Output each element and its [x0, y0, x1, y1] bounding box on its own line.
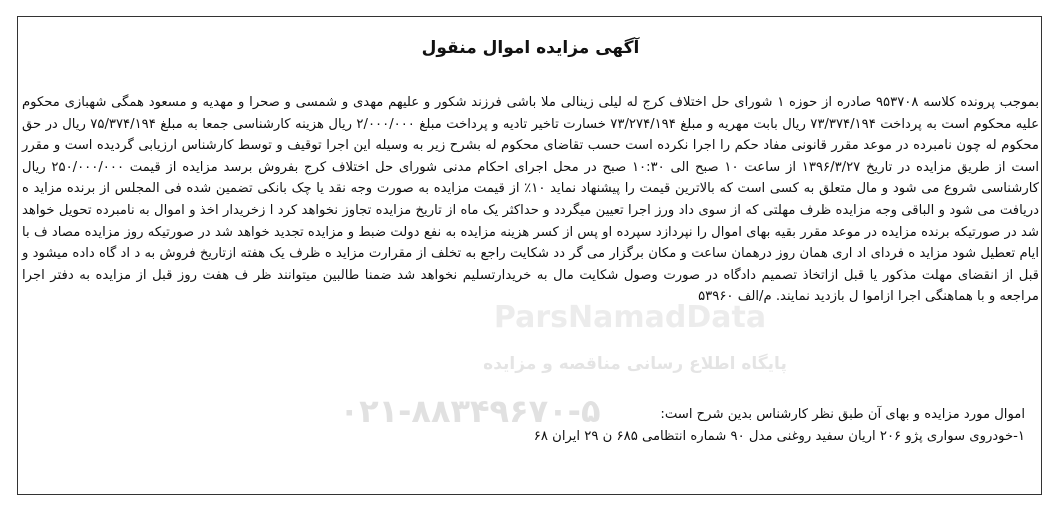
- notice-body: [22, 92, 1039, 308]
- items-intro: اموال مورد مزایده و بهای آن طبق نظر کارشناس بدین شرح است:: [660, 407, 1025, 422]
- notice-title: آگهی مزایده اموال منقول: [421, 38, 640, 58]
- auction-items: [22, 404, 1025, 448]
- notice-body-paragraph: بموجب پرونده کلاسه ۹۵۳۷۰۸ صادره از حوزه ۱ شورای حل اختلاف کرج له لیلی زینالی ملا باشی فرزند شکور و علیهم مهدی و شمسی و صحرا و مهدیه و مسعود همگی شهبازی محکوم علیه محکوم است به پرداخت ۷۳/۳۷۴/۱۹۴ ریال بابت مهریه و مبلغ ۷۳/۲۷۴/۱۹۴ خسارت تاخیر تادیه و پرداخت مبلغ ۲/۰۰۰/۰۰۰ ریال هزینه کارشناسی جمعا به مبلغ ۷۵/۳۷۴/۱۹۴ ریال در حق محکوم له چون نامبرده در موعد مقرر قانونی مفاد حکم را اجرا نکرده است حسب تقاضای محکوم له بشرح زیر به وسیله این اجرا توقیف و توسط کارشناس ارزیابی گردیده است و مقرر است از طریق مزایده در تاریخ ۱۳۹۶/۳/۲۷ از ساعت ۱۰ صبح الی ۱۰:۳۰ صبح در محل اجرای احکام مدنی شورای حل اختلاف کرج بفروش برسد مزایده از قیمت ۲۵۰/۰۰۰/۰۰۰ ریال کارشناسی شروع می شود و مال متعلق به کسی است که بالاترین قیمت را پیشنهاد نماید ۱۰٪ از قیمت مزایده به صورت وجه نقد یا چک بانکی تضمین شده فی المجلس از برنده مزاید ه دریافت می شود و الباقی وجه مزایده ظرف مهلتی که از سوی داد ورز اجرا تعیین میگردد و حداکثر یک ماه از تاریخ مزایده تجاوز نخواهد کرد ا زخریدار اخذ و اموال به نامبرده تحویل خواهد شد در صورتیکه برنده مزایده در موعد مقرر بقیه بهای اموال را نپردازد سپرده او پس از کسر هزینه مزایده به نفع دولت ضبط و مزایده تجدید خواهد شد در صورتیکه روز مزایده مصاد ف با ایام تعطیل شود مزاید ه فردای اد اری همان روز درهمان ساعت و مکان برگزار می گر دد شکایت راجع به تخلف از مقرارت مزاید ه ظرف یک هفته ازتاریخ فروش به د اد گاه داده میشود و قبل از انقضای مهلت مذکور یا قبل ازاتخاذ تصمیم دادگاه در صورت وصول شکایت مال به خریدارتسلیم نخواهد شد ضمنا طالبین میتوانند ظر ف هفت روز قبل از مزایده به دفتر اجرا مراجعه و با هماهنگی اجرا ازاموا ل بازدید نمایند. م/الف ۵۳۹۶۰: [22, 95, 1039, 305]
- watermark-phone: ۰۲۱-۸۸۳۴۹۶۷۰-۵: [339, 392, 601, 430]
- watermark-brand: ParsNamadData: [493, 300, 767, 335]
- item-line: ۱-خودروی سواری پژو ۲۰۶ اریان سفید روغنی مدل ۹۰ شماره انتظامی ۶۸۵ ن ۲۹ ایران ۶۸: [533, 429, 1025, 444]
- watermark-tagline: پایگاه اطلاع رسانی مناقصه و مزایده: [483, 354, 787, 374]
